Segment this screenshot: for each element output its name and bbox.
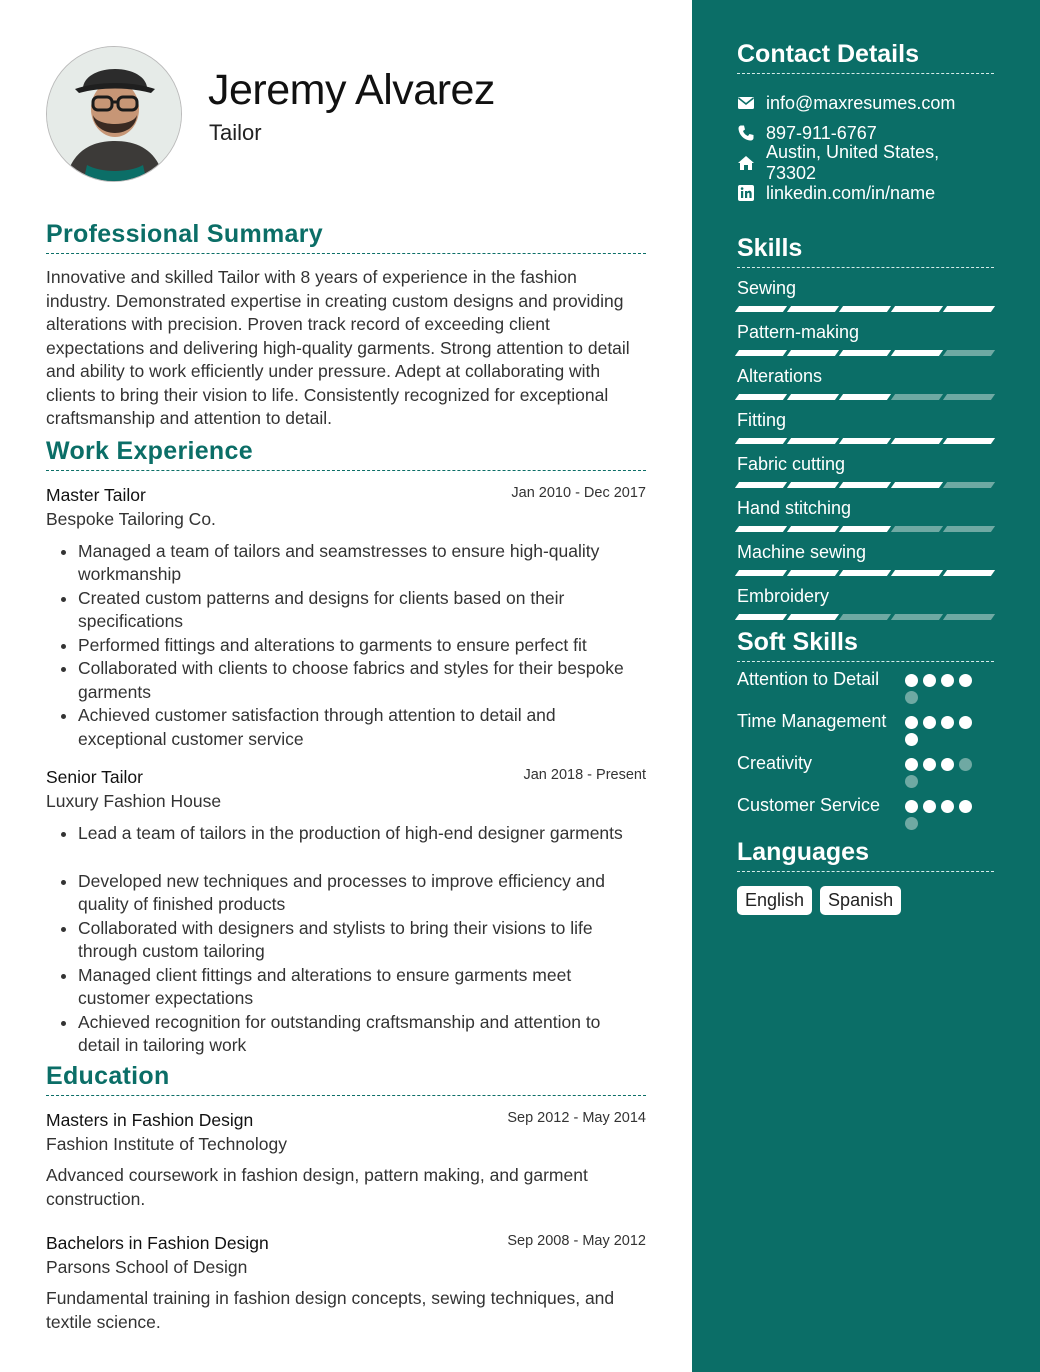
skill-name: Machine sewing xyxy=(737,542,867,562)
soft-skill-item xyxy=(737,710,994,746)
summary-section xyxy=(46,220,646,431)
job-bullet: • Collaborated with clients to choose fabrics and styles for their bespoke garments xyxy=(78,657,646,704)
job-company: Luxury Fashion House xyxy=(46,791,222,811)
rating-dot xyxy=(905,674,918,687)
skill-name: Sewing xyxy=(737,278,797,298)
candidate-name: Jeremy Alvarez xyxy=(208,66,495,114)
skill-level-segment xyxy=(787,526,839,532)
language-chip: Spanish xyxy=(820,886,901,915)
rating-dot xyxy=(923,716,936,729)
resume-header xyxy=(46,0,646,200)
school-name: Fashion Institute of Technology xyxy=(46,1133,287,1154)
skill-level-segment xyxy=(891,394,943,400)
skill-level-segment xyxy=(839,482,891,488)
job-entry xyxy=(46,485,646,752)
skill-level-segment xyxy=(891,438,943,444)
job-bullet: • Lead a team of tailors in the production of high-end designer garments xyxy=(78,822,646,870)
skill-level-segment xyxy=(943,394,995,400)
rating-dot xyxy=(959,758,972,771)
rating-dot xyxy=(941,800,954,813)
languages-section xyxy=(737,838,994,915)
experience-heading: Work Experience xyxy=(46,437,646,471)
rating-dot xyxy=(941,674,954,687)
rating-dot xyxy=(923,674,936,687)
language-chip: English xyxy=(737,886,812,915)
soft-skill-rating xyxy=(905,710,981,746)
avatar xyxy=(46,46,182,182)
skill-level-segment xyxy=(943,570,995,576)
skill-level-bar xyxy=(737,394,994,400)
skill-level-segment xyxy=(891,482,943,488)
rating-dot xyxy=(941,758,954,771)
education-entry xyxy=(46,1110,646,1211)
skills-section xyxy=(737,234,994,620)
education-entry xyxy=(46,1233,646,1334)
job-title: Senior Tailor xyxy=(46,767,143,787)
soft-skill-item xyxy=(737,752,994,788)
skill-level-segment xyxy=(839,350,891,356)
soft-skills-section xyxy=(737,628,994,830)
skill-level-segment xyxy=(943,482,995,488)
experience-section xyxy=(46,437,646,1058)
job-bullets xyxy=(46,822,646,1058)
skill-level-segment xyxy=(735,306,787,312)
skill-level-segment xyxy=(787,570,839,576)
soft-skill-item xyxy=(737,668,994,704)
education-date: Sep 2012 - May 2014 xyxy=(507,1109,646,1126)
contact-heading: Contact Details xyxy=(737,40,994,74)
summary-text: Innovative and skilled Tailor with 8 years of experience in the fashion industry. Demonstrated expertise in creating custom designs and providing alterations with precision. Proven track record of exceeding client expectations and delivering high-quality garments. Strong attention to detail and ability to work efficiently under pressure. Adept at collaborating with clients to bring their vision to life. Consistently recognized for exceptional craftsmanship and attention to detail. xyxy=(46,267,630,428)
rating-dot xyxy=(905,775,918,788)
soft-skill-rating xyxy=(905,668,981,704)
skill-level-segment xyxy=(943,614,995,620)
skill-level-bar xyxy=(737,570,994,576)
skill-name: Pattern-making xyxy=(737,322,860,342)
contact-email-text: info@maxresumes.com xyxy=(766,92,956,113)
skill-item xyxy=(737,586,994,620)
skill-level-segment xyxy=(839,438,891,444)
skill-level-segment xyxy=(735,614,787,620)
rating-dot xyxy=(905,733,918,746)
skill-level-segment xyxy=(943,350,995,356)
job-bullet: • Developed new techniques and processes to improve efficiency and quality of finished products xyxy=(78,870,646,917)
skill-level-segment xyxy=(735,570,787,576)
skill-item xyxy=(737,278,994,312)
skills-list xyxy=(737,278,994,620)
skill-level-segment xyxy=(943,438,995,444)
skill-level-segment xyxy=(787,394,839,400)
skill-item xyxy=(737,366,994,400)
rating-dot xyxy=(905,691,918,704)
home-icon xyxy=(737,154,755,172)
rating-dot xyxy=(959,716,972,729)
skill-level-segment xyxy=(839,570,891,576)
soft-skill-rating xyxy=(905,794,981,830)
education-section xyxy=(46,1062,646,1334)
skill-level-segment xyxy=(839,614,891,620)
job-bullet: • Managed client fittings and alterations to ensure garments meet customer expectations xyxy=(78,964,646,1011)
skill-level-segment xyxy=(891,526,943,532)
skill-name: Hand stitching xyxy=(737,498,852,518)
rating-dot xyxy=(905,800,918,813)
contact-list xyxy=(737,88,994,208)
skill-level-segment xyxy=(735,438,787,444)
skill-level-segment xyxy=(735,526,787,532)
degree-title: Bachelors in Fashion Design xyxy=(46,1232,269,1253)
skill-level-bar xyxy=(737,614,994,620)
skill-item xyxy=(737,322,994,356)
skill-item xyxy=(737,410,994,444)
contact-section xyxy=(737,40,994,208)
skill-level-segment xyxy=(735,350,787,356)
job-entry xyxy=(46,767,646,1058)
skill-level-segment xyxy=(839,394,891,400)
soft-skills-list xyxy=(737,668,994,830)
job-date: Jan 2010 - Dec 2017 xyxy=(511,484,646,501)
rating-dot xyxy=(941,716,954,729)
job-bullets xyxy=(46,540,646,752)
education-heading: Education xyxy=(46,1062,646,1096)
job-bullet: • Collaborated with designers and stylists to bring their visions to life through custom tailoring xyxy=(78,917,646,964)
contact-linkedin-text: linkedin.com/in/name xyxy=(766,182,936,203)
skill-name: Fitting xyxy=(737,410,787,430)
skill-level-bar xyxy=(737,482,994,488)
education-description: Fundamental training in fashion design concepts, sewing techniques, and textile science. xyxy=(46,1287,615,1332)
soft-skill-name: Time Management xyxy=(737,711,887,731)
languages-list xyxy=(737,886,994,915)
education-date: Sep 2008 - May 2012 xyxy=(507,1232,646,1249)
skill-item xyxy=(737,498,994,532)
skill-level-segment xyxy=(943,306,995,312)
rating-dot xyxy=(905,716,918,729)
soft-skill-name: Creativity xyxy=(737,753,813,773)
avatar-portrait-icon xyxy=(47,47,182,182)
school-name: Parsons School of Design xyxy=(46,1256,248,1277)
skill-name: Embroidery xyxy=(737,586,830,606)
job-title: Master Tailor xyxy=(46,484,146,505)
degree-title: Masters in Fashion Design xyxy=(46,1109,254,1130)
skill-level-segment xyxy=(839,526,891,532)
skill-level-segment xyxy=(735,482,787,488)
soft-skill-rating xyxy=(905,752,981,788)
skill-level-segment xyxy=(787,306,839,312)
education-description: Advanced coursework in fashion design, pattern making, and garment construction. xyxy=(46,1164,588,1209)
soft-skill-name: Attention to Detail xyxy=(737,669,880,689)
skill-item xyxy=(737,542,994,576)
rating-dot xyxy=(905,758,918,771)
rating-dot xyxy=(923,758,936,771)
skill-level-bar xyxy=(737,350,994,356)
skill-level-bar xyxy=(737,526,994,532)
skill-level-bar xyxy=(737,438,994,444)
summary-heading: Professional Summary xyxy=(46,220,646,254)
job-date: Jan 2018 - Present xyxy=(523,767,646,783)
contact-address xyxy=(737,142,994,183)
rating-dot xyxy=(905,817,918,830)
skill-name: Fabric cutting xyxy=(737,454,846,474)
skill-level-segment xyxy=(787,482,839,488)
job-company: Bespoke Tailoring Co. xyxy=(46,508,216,529)
contact-email[interactable] xyxy=(737,88,994,118)
skill-level-segment xyxy=(891,570,943,576)
skill-level-segment xyxy=(891,306,943,312)
skill-level-segment xyxy=(891,614,943,620)
skill-level-segment xyxy=(787,350,839,356)
job-bullet: • Managed a team of tailors and seamstresses to ensure high-quality workmanship xyxy=(78,540,646,587)
skill-level-segment xyxy=(735,394,787,400)
envelope-icon xyxy=(737,94,755,112)
sidebar xyxy=(692,0,1040,1372)
skill-level-segment xyxy=(891,350,943,356)
skill-level-segment xyxy=(787,614,839,620)
candidate-title: Tailor xyxy=(209,120,262,145)
contact-phone-text: 897-911-6767 xyxy=(766,122,877,143)
skill-name: Alterations xyxy=(737,366,823,386)
skills-heading: Skills xyxy=(737,234,994,268)
phone-icon xyxy=(737,124,755,142)
job-bullet: • Achieved customer satisfaction through attention to detail and exceptional customer service xyxy=(78,704,646,751)
skill-level-bar xyxy=(737,306,994,312)
rating-dot xyxy=(959,674,972,687)
job-bullet: • Performed fittings and alterations to garments to ensure perfect fit xyxy=(78,634,646,658)
rating-dot xyxy=(959,800,972,813)
skill-level-segment xyxy=(943,526,995,532)
soft-skill-item xyxy=(737,794,994,830)
job-bullet: • Achieved recognition for outstanding craftsmanship and attention to detail in tailoring work xyxy=(78,1011,646,1058)
skill-item xyxy=(737,454,994,488)
skill-level-segment xyxy=(787,438,839,444)
rating-dot xyxy=(923,800,936,813)
linkedin-icon xyxy=(737,184,755,202)
contact-address-text: Austin, United States, 73302 xyxy=(766,142,940,183)
skill-level-segment xyxy=(839,306,891,312)
soft-skills-heading: Soft Skills xyxy=(737,628,994,662)
languages-heading: Languages xyxy=(737,838,994,872)
job-bullet: • Created custom patterns and designs for clients based on their specifications xyxy=(78,587,646,634)
soft-skill-name: Customer Service xyxy=(737,795,881,815)
